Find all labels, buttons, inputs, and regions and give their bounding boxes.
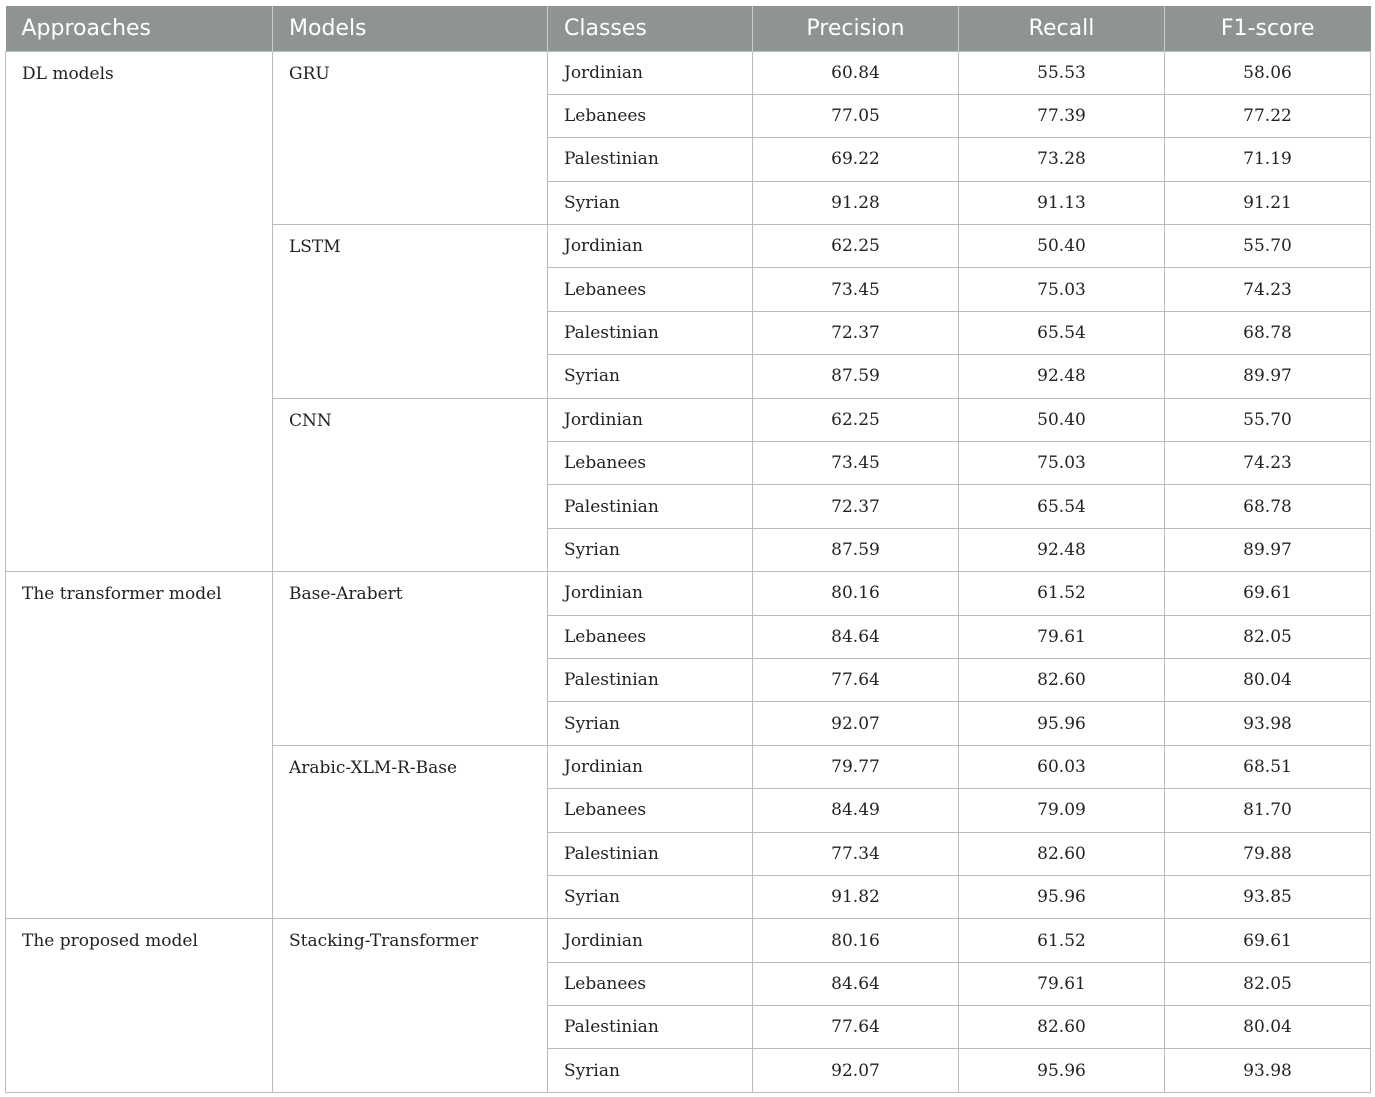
f1-score-cell: 58.06 [1165, 51, 1371, 94]
f1-score-cell: 80.04 [1165, 1006, 1371, 1049]
precision-cell: 87.59 [753, 355, 959, 398]
recall-cell: 92.48 [959, 528, 1165, 571]
recall-cell: 55.53 [959, 51, 1165, 94]
model-label: Base-Arabert [289, 584, 403, 605]
class-cell: Lebanees [548, 962, 753, 1005]
class-cell: Lebanees [548, 94, 753, 137]
f1-score-cell: 91.21 [1165, 181, 1371, 224]
recall-cell: 77.39 [959, 94, 1165, 137]
f1-score-cell: 74.23 [1165, 268, 1371, 311]
f1-score-cell: 69.61 [1165, 919, 1371, 962]
f1-score-cell: 82.05 [1165, 615, 1371, 658]
class-cell: Syrian [548, 702, 753, 745]
class-cell: Palestinian [548, 485, 753, 528]
recall-cell: 91.13 [959, 181, 1165, 224]
results-table-container [5, 6, 1370, 1093]
approach-label: DL models [22, 63, 114, 84]
class-cell: Jordinian [548, 398, 753, 441]
approach-label: The transformer model [22, 584, 222, 605]
f1-score-cell: 93.98 [1165, 1049, 1371, 1092]
f1-score-cell: 74.23 [1165, 442, 1371, 485]
header-approaches: Approaches [6, 6, 273, 51]
precision-cell: 62.25 [753, 398, 959, 441]
precision-cell: 73.45 [753, 268, 959, 311]
recall-cell: 50.40 [959, 398, 1165, 441]
precision-cell: 84.64 [753, 962, 959, 1005]
precision-cell: 91.82 [753, 875, 959, 918]
class-cell: Palestinian [548, 1006, 753, 1049]
f1-score-cell: 71.19 [1165, 138, 1371, 181]
f1-score-cell: 68.78 [1165, 485, 1371, 528]
precision-cell: 69.22 [753, 138, 959, 181]
header-recall: Recall [959, 6, 1165, 51]
recall-cell: 60.03 [959, 745, 1165, 788]
model-label: Arabic-XLM-R-Base [289, 757, 458, 778]
f1-score-cell: 69.61 [1165, 572, 1371, 615]
precision-cell: 72.37 [753, 311, 959, 354]
class-cell: Lebanees [548, 789, 753, 832]
recall-cell: 61.52 [959, 919, 1165, 962]
f1-score-cell: 80.04 [1165, 658, 1371, 701]
f1-score-cell: 77.22 [1165, 94, 1371, 137]
header-precision: Precision [753, 6, 959, 51]
class-cell: Jordinian [548, 225, 753, 268]
class-cell: Syrian [548, 181, 753, 224]
model-cell [273, 572, 548, 746]
class-cell: Jordinian [548, 919, 753, 962]
precision-cell: 91.28 [753, 181, 959, 224]
table-row [6, 572, 1371, 615]
class-cell: Lebanees [548, 268, 753, 311]
recall-cell: 92.48 [959, 355, 1165, 398]
recall-cell: 82.60 [959, 658, 1165, 701]
recall-cell: 65.54 [959, 311, 1165, 354]
precision-cell: 77.05 [753, 94, 959, 137]
table-row [6, 51, 1371, 94]
class-cell: Syrian [548, 528, 753, 571]
class-cell: Syrian [548, 1049, 753, 1092]
precision-cell: 80.16 [753, 572, 959, 615]
precision-cell: 77.64 [753, 658, 959, 701]
model-cell [273, 51, 548, 225]
precision-cell: 87.59 [753, 528, 959, 571]
header-models: Models [273, 6, 548, 51]
class-cell: Syrian [548, 355, 753, 398]
approach-cell [6, 919, 273, 1093]
f1-score-cell: 68.51 [1165, 745, 1371, 788]
recall-cell: 79.09 [959, 789, 1165, 832]
class-cell: Jordinian [548, 51, 753, 94]
table-body [6, 51, 1371, 1092]
recall-cell: 61.52 [959, 572, 1165, 615]
class-cell: Palestinian [548, 658, 753, 701]
model-label: Stacking-Transformer [289, 931, 479, 952]
recall-cell: 79.61 [959, 615, 1165, 658]
header-row [6, 6, 1371, 51]
model-cell [273, 745, 548, 919]
precision-cell: 84.64 [753, 615, 959, 658]
model-label: GRU [289, 63, 330, 84]
recall-cell: 75.03 [959, 442, 1165, 485]
precision-cell: 77.64 [753, 1006, 959, 1049]
recall-cell: 95.96 [959, 875, 1165, 918]
precision-cell: 72.37 [753, 485, 959, 528]
f1-score-cell: 68.78 [1165, 311, 1371, 354]
recall-cell: 82.60 [959, 1006, 1165, 1049]
recall-cell: 75.03 [959, 268, 1165, 311]
model-label: LSTM [289, 237, 341, 258]
class-cell: Palestinian [548, 832, 753, 875]
approach-cell [6, 51, 273, 572]
f1-score-cell: 93.85 [1165, 875, 1371, 918]
approach-label: The proposed model [22, 931, 198, 952]
precision-cell: 92.07 [753, 702, 959, 745]
precision-cell: 84.49 [753, 789, 959, 832]
f1-score-cell: 82.05 [1165, 962, 1371, 1005]
class-cell: Lebanees [548, 442, 753, 485]
f1-score-cell: 89.97 [1165, 355, 1371, 398]
recall-cell: 82.60 [959, 832, 1165, 875]
recall-cell: 73.28 [959, 138, 1165, 181]
results-table [5, 6, 1371, 1093]
precision-cell: 79.77 [753, 745, 959, 788]
model-label: CNN [289, 410, 332, 431]
class-cell: Jordinian [548, 745, 753, 788]
f1-score-cell: 79.88 [1165, 832, 1371, 875]
class-cell: Syrian [548, 875, 753, 918]
model-cell [273, 225, 548, 399]
class-cell: Lebanees [548, 615, 753, 658]
model-cell [273, 398, 548, 572]
precision-cell: 80.16 [753, 919, 959, 962]
header-classes: Classes [548, 6, 753, 51]
precision-cell: 92.07 [753, 1049, 959, 1092]
recall-cell: 95.96 [959, 702, 1165, 745]
f1-score-cell: 81.70 [1165, 789, 1371, 832]
header-f1-score: F1-score [1165, 6, 1371, 51]
f1-score-cell: 93.98 [1165, 702, 1371, 745]
recall-cell: 65.54 [959, 485, 1165, 528]
class-cell: Jordinian [548, 572, 753, 615]
f1-score-cell: 55.70 [1165, 225, 1371, 268]
f1-score-cell: 89.97 [1165, 528, 1371, 571]
recall-cell: 79.61 [959, 962, 1165, 1005]
class-cell: Palestinian [548, 311, 753, 354]
f1-score-cell: 55.70 [1165, 398, 1371, 441]
recall-cell: 95.96 [959, 1049, 1165, 1092]
table-row [6, 919, 1371, 962]
precision-cell: 77.34 [753, 832, 959, 875]
table-header [6, 6, 1371, 51]
precision-cell: 73.45 [753, 442, 959, 485]
recall-cell: 50.40 [959, 225, 1165, 268]
precision-cell: 62.25 [753, 225, 959, 268]
approach-cell [6, 572, 273, 919]
precision-cell: 60.84 [753, 51, 959, 94]
class-cell: Palestinian [548, 138, 753, 181]
model-cell [273, 919, 548, 1093]
